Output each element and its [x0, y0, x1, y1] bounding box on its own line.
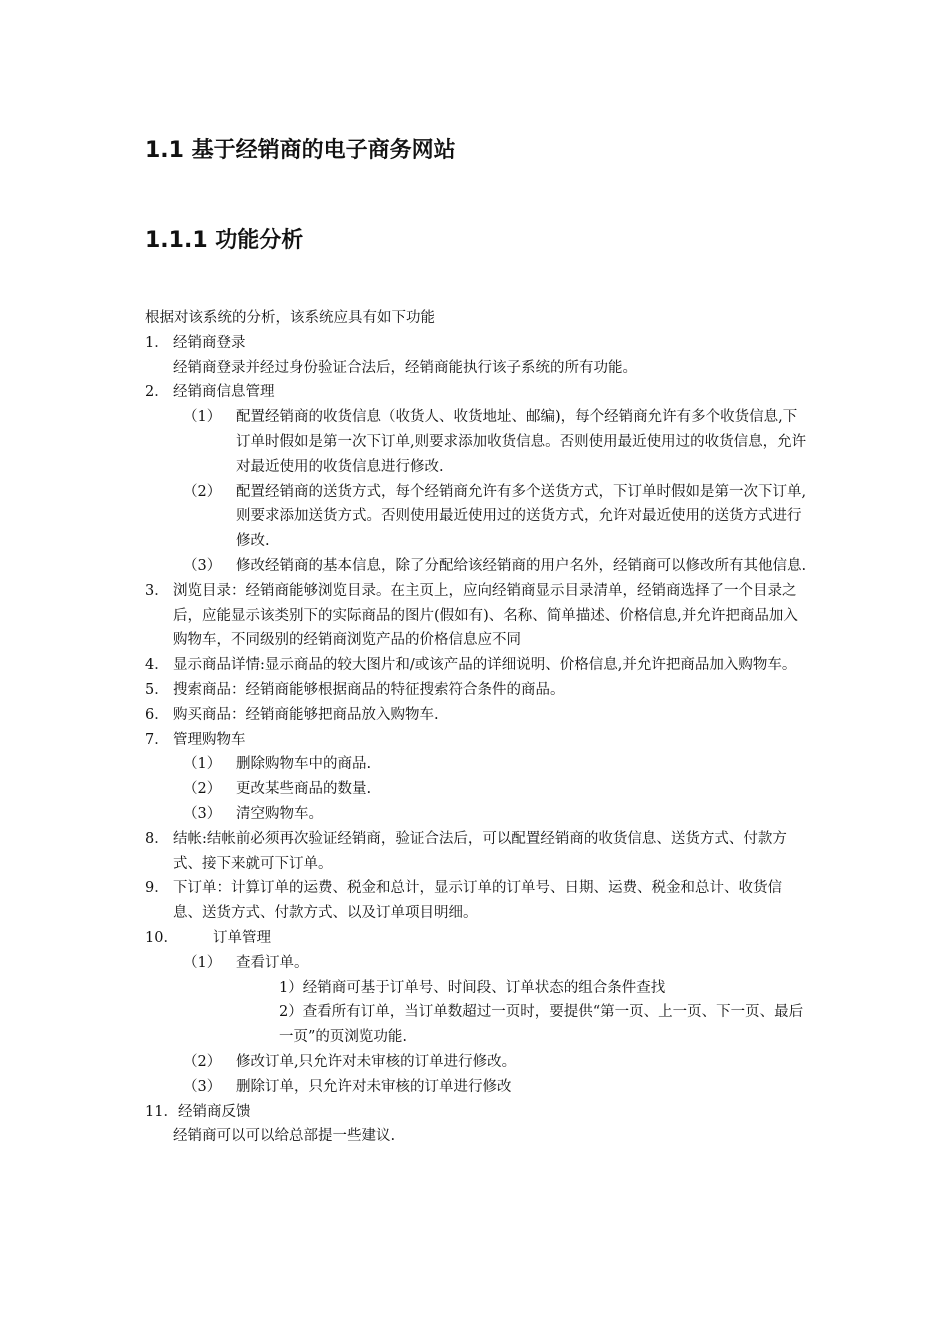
list-item-title: 经销商信息管理 — [173, 384, 275, 401]
list-item — [145, 331, 810, 381]
sub-list-text: 修改订单,只允许对未审核的订单进行修改。 — [236, 1053, 517, 1070]
sub-list-number: （3） — [183, 1078, 222, 1095]
sub-list-text: 查看订单。 — [236, 954, 309, 971]
list-number: 10． — [145, 929, 178, 946]
sub-list-number: （1） — [183, 756, 222, 773]
list-number: 1． — [145, 334, 169, 351]
sub-list-number: （1） — [183, 409, 222, 426]
list-item — [145, 703, 810, 728]
list-item — [145, 653, 810, 678]
sub-list-item — [145, 1075, 810, 1100]
sub-list-number: （2） — [183, 483, 222, 500]
sub-list-number: （2） — [183, 1053, 222, 1070]
list-item-title: 订单管理 — [213, 929, 271, 946]
detail-line: 1）经销商可基于订单号、时间段、订单状态的组合条件查找 — [279, 979, 666, 996]
list-number: 3． — [145, 582, 169, 599]
list-item — [145, 876, 810, 926]
list-item — [145, 1100, 810, 1125]
list-item-text: 搜索商品：经销商能够根据商品的特征搜索符合条件的商品。 — [173, 681, 565, 698]
list-item — [145, 579, 810, 653]
sub-list-item — [145, 752, 810, 777]
sub-list-item — [145, 480, 810, 554]
list-item-description: 经销商登录并经过身份验证合法后，经销商能执行该子系统的所有功能。 — [173, 359, 637, 376]
sub-list-item — [145, 1050, 810, 1075]
sub-list-item — [145, 777, 810, 802]
list-item-text: 浏览目录：经销商能够浏览目录。在主页上，应向经销商显示目录清单，经销商选择了一个目录之后，应能显示该类别下的实际商品的图片(假如有)、名称、简单描述、价格信息,并允许把商品加入购物车，不同级别的经销商浏览产品的价格信息应不同 — [173, 582, 798, 649]
list-item — [145, 827, 810, 877]
sub-list-text: 配置经销商的送货方式，每个经销商允许有多个送货方式，下订单时假如是第一次下订单,则要求添加送货方式。否则使用最近使用过的送货方式，允许对最近使用的送货方式进行修改. — [236, 483, 807, 550]
list-item-text: 显示商品详情:显示商品的较大图片和/或该产品的详细说明、价格信息,并允许把商品加入购物车。 — [173, 657, 797, 674]
list-item-text: 下订单：计算订单的运费、税金和总计，显示订单的订单号、日期、运费、税金和总计、收货信息、送货方式、付款方式、以及订单项目明细。 — [173, 880, 782, 922]
list-number: 2． — [145, 384, 169, 401]
document-body — [145, 306, 810, 1149]
list-item-description: 经销商可以可以给总部提一些建议. — [173, 1128, 396, 1145]
list-item — [145, 380, 810, 405]
sub-list-item — [145, 951, 810, 976]
list-item-title: 经销商反馈 — [177, 1103, 251, 1120]
subsection-heading: 1.1.1 功能分析 — [145, 228, 304, 253]
list-item — [145, 678, 810, 703]
list-item-text: 购买商品：经销商能够把商品放入购物车. — [173, 706, 439, 723]
list-number: 5． — [145, 681, 169, 698]
sub-list-text: 修改经销商的基本信息，除了分配给该经销商的用户名外，经销商可以修改所有其他信息. — [236, 557, 807, 574]
list-item-title: 经销商登录 — [173, 334, 246, 351]
list-item-title: 管理购物车 — [173, 731, 246, 748]
list-item-text: 结帐:结帐前必须再次验证经销商，验证合法后，可以配置经销商的收货信息、送货方式、付款方式、接下来就可下订单。 — [173, 830, 787, 872]
sub-list-item — [145, 802, 810, 827]
sub-list-text: 删除购物车中的商品. — [236, 756, 372, 773]
list-item — [145, 926, 810, 951]
sub-list-item — [145, 554, 810, 579]
list-item — [145, 728, 810, 753]
detail-line: 2）查看所有订单，当订单数超过一页时，要提供“第一页、上一页、下一页、最后一页”的页浏览功能. — [279, 1004, 804, 1046]
sub-list-item — [145, 405, 810, 479]
list-number: 8． — [145, 830, 169, 847]
sub-list-number: （3） — [183, 805, 222, 822]
sub-list-text: 配置经销商的收货信息（收货人、收货地址、邮编)，每个经销商允许有多个收货信息,下订单时假如是第一次下订单,则要求添加收货信息。否则使用最近使用过的收货信息，允许对最近使用的收货信息进行修改. — [236, 409, 807, 475]
list-number: 7． — [145, 731, 169, 748]
sub-list-text: 清空购物车。 — [236, 805, 323, 822]
list-number: 4． — [145, 657, 169, 674]
section-heading: 1.1 基于经销商的电子商务网站 — [145, 138, 456, 163]
sub-list-number: （2） — [183, 781, 222, 798]
detail-list — [145, 976, 810, 1050]
sub-list-number: （3） — [183, 557, 222, 574]
intro-paragraph: 根据对该系统的分析，该系统应具有如下功能 — [145, 310, 435, 326]
list-number: 6． — [145, 706, 169, 723]
sub-list-text: 更改某些商品的数量. — [236, 781, 372, 798]
sub-list-number: （1） — [183, 954, 222, 971]
list-number: 11． — [145, 1103, 178, 1120]
list-number: 9． — [145, 880, 169, 897]
sub-list-text: 删除订单，只允许对未审核的订单进行修改 — [236, 1078, 512, 1095]
